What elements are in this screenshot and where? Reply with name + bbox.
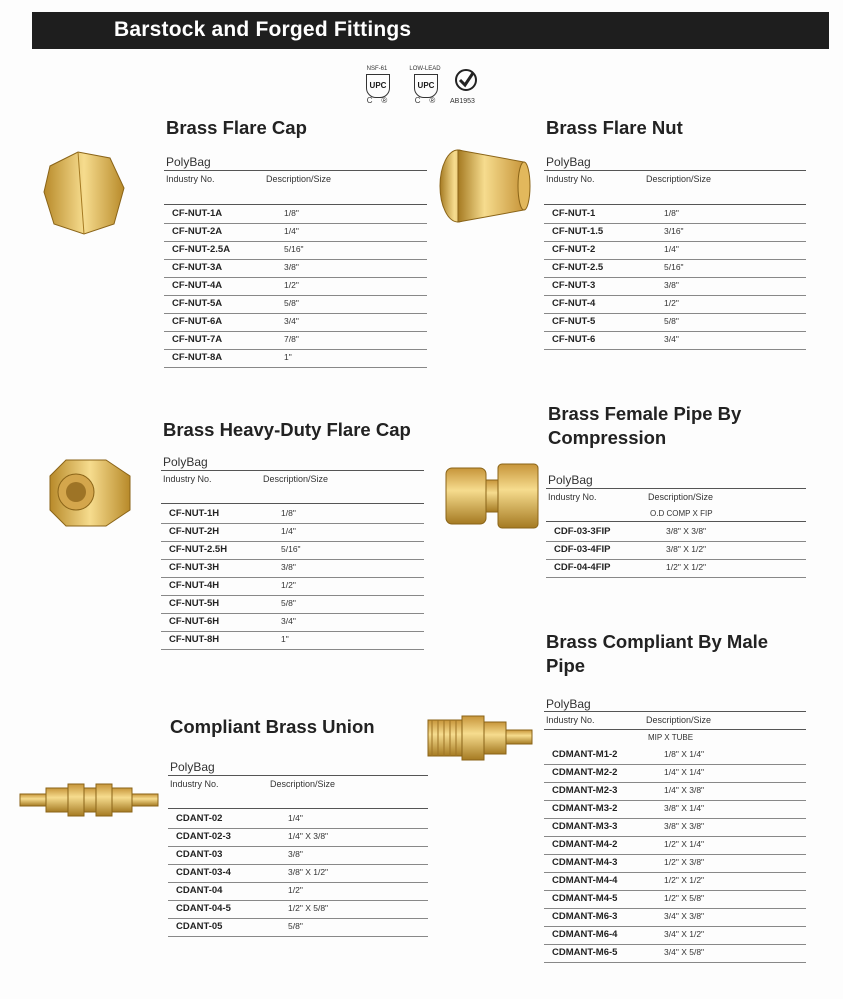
industry-number: CF-NUT-4 <box>552 298 596 309</box>
description-size: 3/4" <box>284 316 299 326</box>
industry-number: CDMANT-M6-4 <box>552 929 618 940</box>
description-size: 3/16" <box>664 226 684 236</box>
header-bottom-divider <box>168 808 428 809</box>
table-row <box>544 259 806 278</box>
industry-number: CDMANT-M4-4 <box>552 875 618 886</box>
industry-number: CDMANT-M1-2 <box>552 749 618 760</box>
table-row <box>164 295 427 314</box>
industry-number: CDF-03-4FIP <box>554 544 611 555</box>
industry-number: CF-NUT-1 <box>552 208 596 219</box>
header-divider <box>546 488 806 489</box>
table-row <box>546 559 806 578</box>
packaging-label: PolyBag <box>170 760 215 774</box>
industry-number: CDMANT-M4-5 <box>552 893 618 904</box>
column-header-industry-no: Industry No. <box>163 474 212 484</box>
description-size: 1/8" <box>281 508 296 518</box>
description-size: 1/4" X 3/8" <box>288 831 329 841</box>
flare-nut-image <box>436 148 532 226</box>
table-row <box>544 764 806 783</box>
description-size: 1/2" X 5/8" <box>288 903 329 913</box>
table-row <box>544 782 806 801</box>
description-size: 3/8" <box>664 280 679 290</box>
industry-number: CF-NUT-1.5 <box>552 226 604 237</box>
table-row <box>544 277 806 296</box>
table-row <box>168 828 428 847</box>
header-divider <box>544 711 806 712</box>
description-size: 1/4" <box>284 226 299 236</box>
industry-number: CDANT-03-4 <box>176 867 231 878</box>
description-size: 1/4" X 1/4" <box>664 767 705 777</box>
table-row <box>544 890 806 909</box>
description-size: 3/4" X 1/2" <box>664 929 705 939</box>
industry-number: CF-NUT-5 <box>552 316 596 327</box>
table-row <box>161 541 424 560</box>
section-title: Brass Flare Cap <box>166 117 307 138</box>
description-size: 1/8" X 1/4" <box>664 749 705 759</box>
industry-number: CDANT-05 <box>176 921 223 932</box>
table-row <box>161 523 424 542</box>
table-row <box>161 595 424 614</box>
lowlead-label: LOW-LEAD <box>409 66 441 72</box>
section-title: Brass Compliant By Male Pipe <box>546 631 769 676</box>
description-size: 3/4" X 5/8" <box>664 947 705 957</box>
description-size: 1/2" X 5/8" <box>664 893 705 903</box>
table-row <box>164 313 427 332</box>
description-size: 3/8" <box>284 262 299 272</box>
packaging-label: PolyBag <box>548 473 593 487</box>
industry-number: CDMANT-M2-3 <box>552 785 618 796</box>
column-header-industry-no: Industry No. <box>546 715 595 725</box>
header-banner <box>32 12 829 49</box>
nsf-upc-logo <box>360 66 394 106</box>
header-divider <box>161 470 424 471</box>
column-header-description: Description/Size <box>646 174 712 184</box>
description-size: 3/4" <box>281 616 296 626</box>
industry-number: CF-NUT-2 <box>552 244 596 255</box>
header-bottom-divider <box>161 503 424 504</box>
table-row <box>544 944 806 963</box>
description-size: 5/8" <box>288 921 303 931</box>
description-size: 1/2" <box>664 298 679 308</box>
lowlead-upc-logo <box>408 66 442 106</box>
description-size: 1/8" <box>284 208 299 218</box>
section-title: Brass Flare Nut <box>546 117 683 138</box>
header-bottom-divider <box>546 521 806 522</box>
table-row <box>544 205 806 224</box>
industry-number: CDANT-04 <box>176 885 223 896</box>
column-header-description: Description/Size <box>648 492 714 502</box>
description-size: 3/8" X 3/8" <box>664 821 705 831</box>
industry-number: CF-NUT-1A <box>172 208 223 219</box>
column-header-industry-no: Industry No. <box>166 174 215 184</box>
description-size: 3/8" X 1/2" <box>666 544 707 554</box>
table-row <box>161 613 424 632</box>
description-size: 1/2" <box>284 280 299 290</box>
column-header-description: Description/Size <box>646 715 712 725</box>
industry-number: CF-NUT-8H <box>169 634 220 645</box>
column-header-industry-no: Industry No. <box>170 779 219 789</box>
table-row <box>161 559 424 578</box>
packaging-label: PolyBag <box>163 455 208 469</box>
industry-number: CDMANT-M2-2 <box>552 767 618 778</box>
table-row <box>544 223 806 242</box>
description-size: 1/4" X 3/8" <box>664 785 705 795</box>
table-row <box>164 349 427 368</box>
table-row <box>168 900 428 919</box>
industry-number: CF-NUT-2H <box>169 526 220 537</box>
ab1953-label: AB1953 <box>450 98 475 105</box>
description-size: 3/8" X 3/8" <box>666 526 707 536</box>
certification-logos <box>360 64 490 112</box>
table-row <box>544 746 806 765</box>
industry-number: CDMANT-M6-5 <box>552 947 618 958</box>
brass-union-image <box>18 780 160 820</box>
table-row <box>168 846 428 865</box>
table-row <box>544 908 806 927</box>
description-size: 5/8" <box>664 316 679 326</box>
header-bottom-divider <box>544 729 806 730</box>
header-divider <box>164 170 427 171</box>
description-size: 3/8" <box>281 562 296 572</box>
table-row <box>161 631 424 650</box>
table-row <box>544 241 806 260</box>
description-size: 3/4" X 3/8" <box>664 911 705 921</box>
description-size: 5/16" <box>281 544 301 554</box>
section-title: Brass Female Pipe By Compression <box>548 403 742 448</box>
cr-mark: C ® <box>366 96 388 105</box>
table-row <box>164 259 427 278</box>
packaging-label: PolyBag <box>546 155 591 169</box>
table-row <box>544 800 806 819</box>
table-row <box>546 541 806 560</box>
table-row <box>168 864 428 883</box>
description-size: 3/8" X 1/4" <box>664 803 705 813</box>
industry-number: CF-NUT-1H <box>169 508 220 519</box>
upc-shield-icon: UPC <box>366 74 390 98</box>
description-subheader: MIP X TUBE <box>648 733 694 742</box>
industry-number: CF-NUT-6A <box>172 316 223 327</box>
industry-number: CDANT-02-3 <box>176 831 231 842</box>
industry-number: CF-NUT-2.5 <box>552 262 604 273</box>
industry-number: CDMANT-M3-2 <box>552 803 618 814</box>
description-size: 1/2" X 3/8" <box>664 857 705 867</box>
table-row <box>544 331 806 350</box>
column-header-description: Description/Size <box>266 174 332 184</box>
industry-number: CDMANT-M4-2 <box>552 839 618 850</box>
industry-number: CF-NUT-4H <box>169 580 220 591</box>
industry-number: CDMANT-M4-3 <box>552 857 618 868</box>
table-row <box>161 505 424 524</box>
banner-title: Barstock and Forged Fittings <box>114 18 412 41</box>
table-row <box>164 277 427 296</box>
industry-number: CDF-03-3FIP <box>554 526 611 537</box>
description-size: 1" <box>284 352 292 362</box>
heavy-duty-flare-cap-image <box>46 456 134 528</box>
table-row <box>544 926 806 945</box>
table-row <box>544 313 806 332</box>
description-size: 7/8" <box>284 334 299 344</box>
packaging-label: PolyBag <box>546 697 591 711</box>
industry-number: CF-NUT-4A <box>172 280 223 291</box>
table-row <box>161 577 424 596</box>
industry-number: CDANT-04-5 <box>176 903 231 914</box>
description-size: 5/8" <box>281 598 296 608</box>
description-size: 3/8" X 1/2" <box>288 867 329 877</box>
description-size: 3/4" <box>664 334 679 344</box>
section-title: Compliant Brass Union <box>170 716 375 737</box>
description-size: 1/2" <box>281 580 296 590</box>
table-row <box>544 872 806 891</box>
table-row <box>544 836 806 855</box>
table-row <box>164 205 427 224</box>
header-divider <box>544 170 806 171</box>
industry-number: CF-NUT-5A <box>172 298 223 309</box>
industry-number: CF-NUT-6 <box>552 334 596 345</box>
industry-number: CDMANT-M3-3 <box>552 821 618 832</box>
column-header-description: Description/Size <box>263 474 329 484</box>
table-row <box>164 241 427 260</box>
header-divider <box>168 775 428 776</box>
column-header-industry-no: Industry No. <box>546 174 595 184</box>
industry-number: CF-NUT-7A <box>172 334 223 345</box>
industry-number: CDF-04-4FIP <box>554 562 611 573</box>
table-row <box>544 854 806 873</box>
description-size: 1/4" <box>288 813 303 823</box>
industry-number: CF-NUT-8A <box>172 352 223 363</box>
description-size: 1/4" <box>281 526 296 536</box>
industry-number: CDANT-02 <box>176 813 223 824</box>
checkmark-badge-icon <box>454 68 478 92</box>
industry-number: CF-NUT-2.5A <box>172 244 231 255</box>
description-size: 1/2" <box>288 885 303 895</box>
table-row <box>168 918 428 937</box>
description-size: 1/8" <box>664 208 679 218</box>
industry-number: CF-NUT-2.5H <box>169 544 228 555</box>
table-row <box>168 810 428 829</box>
packaging-label: PolyBag <box>166 155 211 169</box>
table-row <box>164 223 427 242</box>
table-row <box>546 523 806 542</box>
table-row <box>168 882 428 901</box>
column-header-description: Description/Size <box>270 779 336 789</box>
industry-number: CDANT-03 <box>176 849 223 860</box>
description-size: 1/2" X 1/4" <box>664 839 705 849</box>
flare-cap-image <box>38 148 130 238</box>
industry-number: CF-NUT-3H <box>169 562 220 573</box>
industry-number: CF-NUT-2A <box>172 226 223 237</box>
description-size: 1/2" X 1/2" <box>666 562 707 572</box>
section-title: Brass Heavy-Duty Flare Cap <box>163 419 411 440</box>
industry-number: CF-NUT-6H <box>169 616 220 627</box>
description-size: 5/8" <box>284 298 299 308</box>
upc-shield-icon: UPC <box>414 74 438 98</box>
description-size: 1/2" X 1/2" <box>664 875 705 885</box>
description-size: 1/4" <box>664 244 679 254</box>
industry-number: CDMANT-M6-3 <box>552 911 618 922</box>
industry-number: CF-NUT-5H <box>169 598 220 609</box>
description-size: 3/8" <box>288 849 303 859</box>
nsf-label: NSF-61 <box>366 66 388 72</box>
description-size: 5/16" <box>284 244 304 254</box>
table-row <box>544 818 806 837</box>
female-pipe-compression-image <box>440 460 542 532</box>
description-size: 1" <box>281 634 289 644</box>
column-header-industry-no: Industry No. <box>548 492 597 502</box>
table-row <box>164 331 427 350</box>
male-pipe-compliant-image <box>426 712 534 764</box>
industry-number: CF-NUT-3 <box>552 280 596 291</box>
description-size: 5/16" <box>664 262 684 272</box>
description-subheader: O.D COMP X FIP <box>650 509 713 518</box>
industry-number: CF-NUT-3A <box>172 262 223 273</box>
table-row <box>544 295 806 314</box>
cr-mark: C ® <box>414 96 436 105</box>
